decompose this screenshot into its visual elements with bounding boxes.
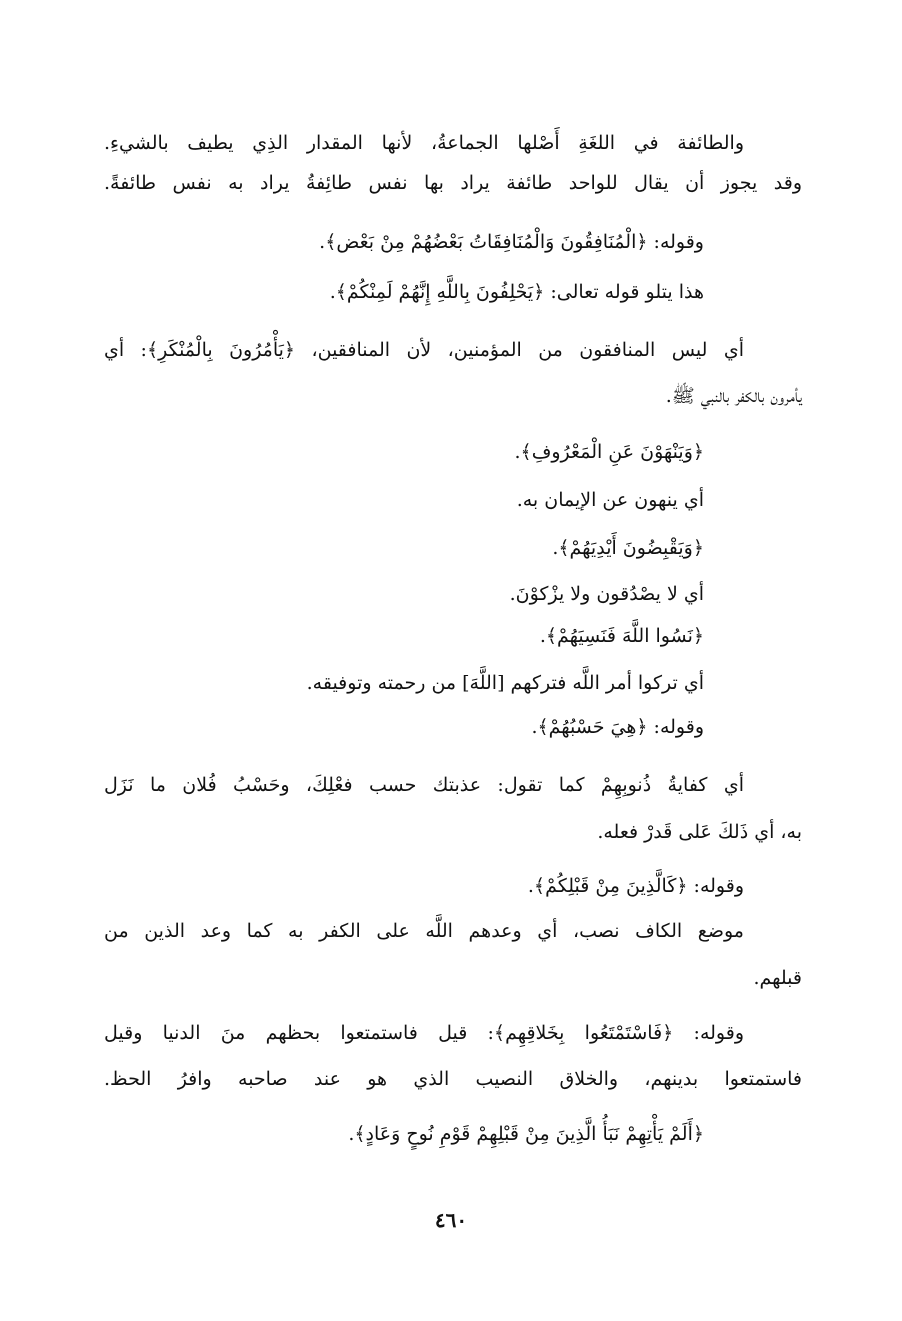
text-line-12: أي تركوا أمر اللَّه فتركهم [اللَّهَ] من رحمته وتوفيقه. (306, 672, 704, 694)
text-line-4: هذا يتلو قوله تعالى: ﴿يَحْلِفُونَ بِاللَّهِ إِنَّهُمْ لَمِنْكُمْ﴾. (329, 281, 704, 303)
text-line-17: موضع الكاف نصب، أي وعدهم اللَّه على الكفر به كما وعد الذين من (104, 920, 744, 942)
text-line-21: ﴿أَلَمْ يَأْتِهِمْ نَبَأُ الَّذِينَ مِنْ قَبْلِهِمْ قَوْمِ نُوحٍ وَعَادٍ﴾. (348, 1123, 704, 1145)
text-line-15: به، أي ذَلكَ عَلى قَدرْ فعله. (597, 821, 802, 843)
text-line-7: ﴿وَيَنْهَوْنَ عَنِ الْمَعْرُوفِ﴾. (514, 441, 704, 463)
text-line-9: ﴿وَيَقْبِضُونَ أَيْدِيَهُمْ﴾. (552, 537, 704, 559)
text-line-14: أي كفايةُ ذُنوبِهِمْ كما تقول: عذبتك حسب فعْلِكَ، وحَسْبُ فُلان ما نَزَل (104, 774, 744, 796)
text-line-6: يأمرون بالكفر بالنبي ﷺ. (665, 385, 802, 407)
text-line-3: وقوله: ﴿الْمُنَافِقُونَ وَالْمُنَافِقَاتُ بَعْضُهُمْ مِنْ بَعْض﴾. (319, 231, 704, 253)
text-line-13: وقوله: ﴿هِيَ حَسْبُهُمْ﴾. (531, 716, 704, 738)
page-number: ٤٦٠ (434, 1208, 468, 1232)
text-line-5: أي ليس المنافقون من المؤمنين، لأن المنافقين، ﴿يَأْمُرُونَ بِالْمُنْكَرِ﴾: أي (104, 339, 744, 361)
text-line-10: أي لا يصْدُقون ولا يزْكوْنَ. (509, 583, 704, 605)
text-line-1: والطائفة في اللغَةِ أَصْلها الجماعةُ، لأنها المقدار الذِي يطيف بالشيءِ. (104, 132, 744, 154)
text-line-2: وقد يجوز أن يقال للواحد طائفة يراد بها نفس طائِفةُ يراد به نفس طائفةً. (104, 172, 802, 194)
text-line-16: وقوله: ﴿كَالَّذِينَ مِنْ قَبْلِكُمْ﴾. (527, 875, 744, 897)
text-line-8: أي ينهون عن الإيمان به. (516, 489, 704, 511)
text-line-11: ﴿نَسُوا اللَّهَ فَنَسِيَهُمْ﴾. (539, 625, 704, 647)
text-line-19: وقوله: ﴿فَاسْتَمْتَعُوا بِخَلاقِهِم﴾: قيل فاستمتعوا بحظهم منَ الدنيا وقيل (104, 1022, 744, 1044)
text-line-20: فاستمتعوا بدينهم، والخلاق النصيب الذي هو عند صاحبه وافرُ الحظ. (104, 1068, 802, 1090)
text-line-18: قبلهم. (753, 967, 802, 989)
